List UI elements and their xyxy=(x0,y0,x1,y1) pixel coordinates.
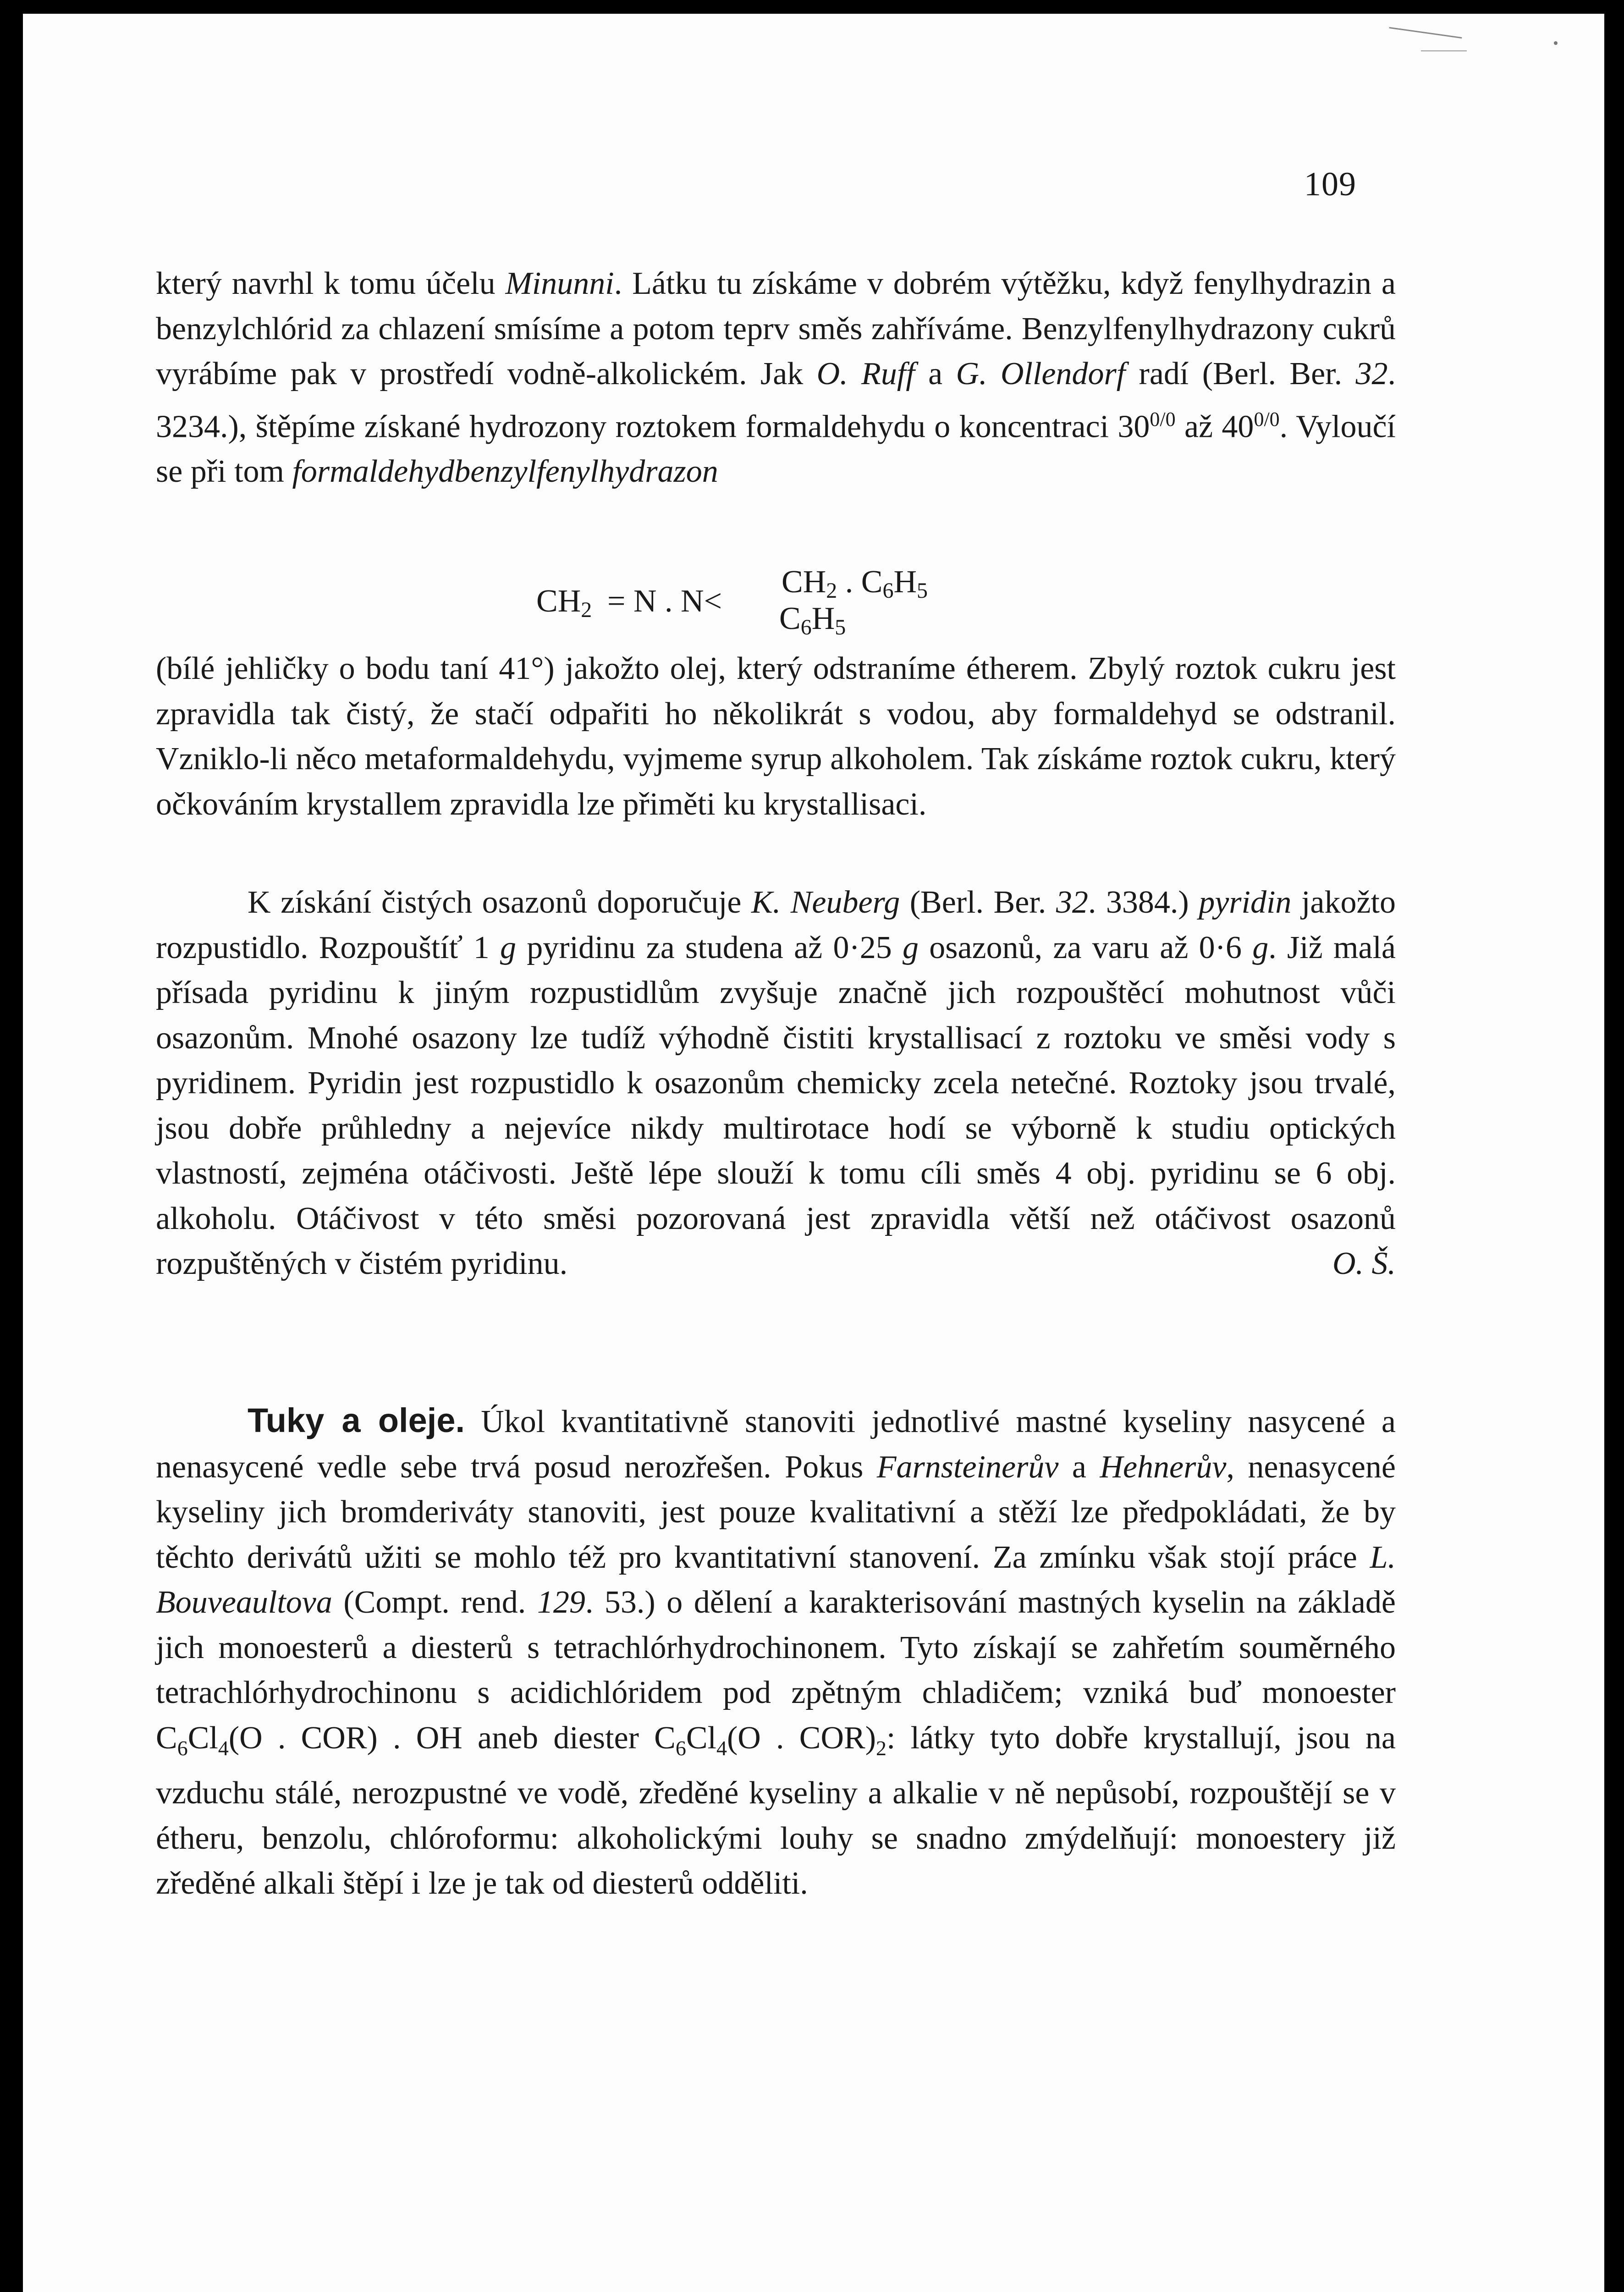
paragraph-3 xyxy=(156,880,1396,1287)
scan-mark xyxy=(1554,41,1558,45)
author-name: Hehnerův xyxy=(1100,1449,1227,1485)
chemical-formula: $CH_2$ = N . N< $CH_2$ . $C_6H_5$ $C_6H_5$ xyxy=(536,564,928,639)
scan-mark xyxy=(1421,50,1467,51)
paragraph-text: K získání čistých osazonů doporučuje K. Neuberg (Berl. Ber. 32. 3384.) pyridin jakožto rozpustidlo. Rozpouštíť 1 g pyridinu za studena až 0·25 g osazonů, za varu až 0·6 g. Již malá přísada pyridinu k jiným rozpustidlům zvyšuje značně jich rozpouštěcí mohutnost vůči osazonům. Mnohé osazony lze tudíž výhodně čistiti krystallisací z roztoku ve směsi vody s pyridinem. Pyridin jest rozpustidlo k osazonům chemicky zcela netečné. Roztoky jsou trvalé, jsou dobře průhledny a nejevíce nikdy multirotace hodí se výborně k studiu optických vlastností, zejména otáčivosti. Ještě lépe slouží k tomu cíli směs 4 obj. pyridinu se 6 obj. alkoholu. Otáčivost v této směsi pozorovaná jest zpravidla větší než otáčivost osazonů rozpuštěných v čistém pyridinu. O. Š. xyxy=(156,880,1396,1287)
book-page xyxy=(23,14,1604,2292)
paragraph-1 xyxy=(156,261,1396,495)
compound-name: pyridin xyxy=(1199,885,1292,920)
paragraph-text: který navrhl k tomu účelu Minunni. Látku tu získáme v dobrém výtěžku, když fenylhydrazin a benzylchlórid za chlazení smísíme a potom teprv směs zahříváme. Benzylfenylhydrazony cukrů vyrábíme pak v prostředí vodně-alkolickém. Jak O. Ruff a G. Ollendorf radí (Berl. Ber. 32. 3234.), štěpíme získané hydrozony roztokem formaldehydu o koncentraci $30^{0/0}$ až $40^{0/0}$. Vyloučí se při tom formaldehydbenzylfenylhydrazon xyxy=(156,266,1396,490)
author-name: K. Neuberg xyxy=(751,885,900,920)
paragraph-2 xyxy=(156,646,1396,827)
author-name: L. Bouveaultova xyxy=(156,1539,1396,1620)
scan-mark xyxy=(1389,27,1462,39)
author-name: Farnsteinerův xyxy=(876,1449,1059,1485)
author-name: G. Ollendorf xyxy=(956,356,1126,391)
section-heading: Tuky a oleje. xyxy=(248,1401,465,1439)
paragraph-text: Tuky a oleje. Úkol kvantitativně stanoviti jednotlivé mastné kyseliny nasycené a nenasycené vedle sebe trvá posud nerozřešen. Pokus Farnsteinerův a Hehnerův, nenasycené kyseliny jich bromderiváty stanoviti, jest pouze kvalitativní a stěží lze předpokládati, že by těchto derivátů užiti se mohlo též pro kvantitativní stanovení. Za zmínku však stojí práce L. Bouveaultova (Compt. rend. 129. 53.) o dělení a karakterisování mastných kyselin na základě jich monoesterů a diesterů s tetrachlórhydrochinonem. Tyto získají se zahřetím souměrného tetrachlórhydrochinonu s acidichlóridem pod zpětným chladičem; vzniká buď monoester $C_6Cl_4(O$ . COR) . OH aneb diester $C_6Cl_4(O$ . $COR)_2$: látky tyto dobře krystallují, jsou na vzduchu stálé, nerozpustné ve vodě, zředěné kyseliny a alkalie v ně nepůsobí, rozpouštějí se v étheru, benzolu, chlóroformu: alkoholickými louhy se snadno zmýdelňují: monoestery již zředěné alkali štěpí i lze je tak od diesterů odděliti. xyxy=(156,1401,1396,1901)
author-name: Minunni xyxy=(505,266,614,301)
paragraph-text: (bílé jehličky o bodu taní 41°) jakožto olej, který odstraníme étherem. Zbylý roztok cukru jest zpravidla tak čistý, že stačí odpařiti ho několikrát s vodou, aby formaldehyd se odstranil. Vzniklo-li něco metaformaldehydu, vyjmeme syrup alkoholem. Tak získáme roztok cukru, který očkováním krystallem zpravidla lze přiměti ku krystallisaci. xyxy=(156,651,1396,822)
author-name: O. Ruff xyxy=(816,356,915,391)
author-signature: O. Š. xyxy=(1332,1246,1396,1281)
paragraph-4 xyxy=(156,1398,1396,1906)
compound-name: formaldehydbenzylfenylhydrazon xyxy=(292,454,718,490)
page-number: 109 xyxy=(1304,165,1356,203)
